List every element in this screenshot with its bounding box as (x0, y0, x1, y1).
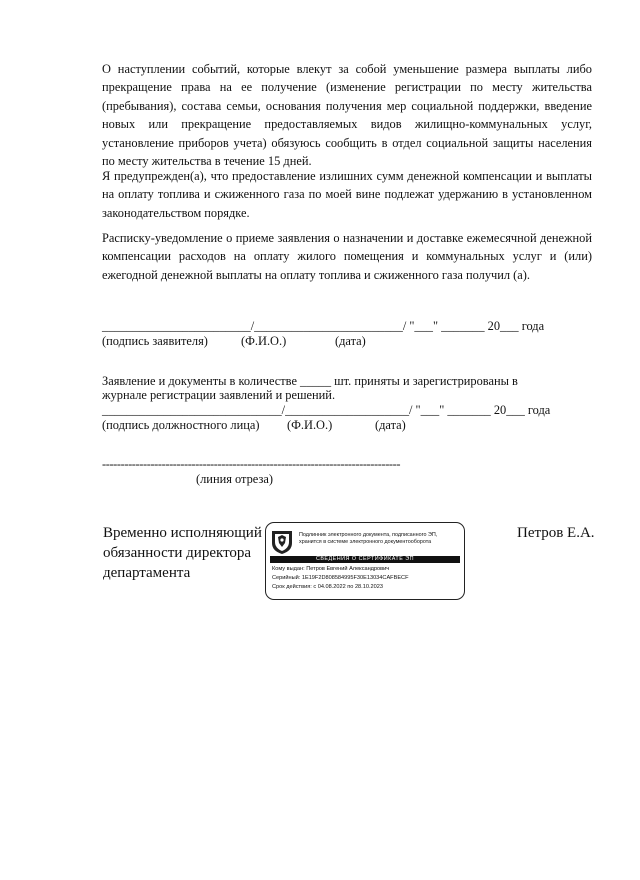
signatory-title-line-2: обязанности директора (103, 545, 252, 561)
stamp-header (299, 532, 459, 546)
paragraph-receipt: Расписку-уведомление о приеме заявления о назначении и доставке ежемесячной денежной компенсации расходов на оплату жилого помещения и коммунальных услуг и (или) ежегодной денежной выплаты на оплату топлива и сжиженного газа получил (а). (102, 231, 592, 282)
stamp-header-line-2: хранится в системе электронного документооборота (299, 539, 432, 545)
registration-line-2: журнале регистрации заявлений и решений. (102, 388, 336, 402)
cut-line-label: (линия отреза) (196, 472, 273, 486)
official-date-label: (дата) (375, 418, 406, 432)
cut-line: -------------------------------------------------------------------------------- (102, 457, 401, 471)
stamp-validity: Срок действия: с 04.08.2022 по 28.10.2023 (272, 584, 383, 590)
official-fio-label: (Ф.И.О.) (287, 418, 333, 432)
registration-line-1: Заявление и документы в количестве _____ шт. приняты и зарегистрированы в (102, 374, 518, 388)
applicant-fio-label: (Ф.И.О.) (241, 334, 287, 348)
stamp-owner: Кому выдан: Петров Евгений Александрович (272, 566, 390, 572)
applicant-date-label: (дата) (335, 334, 366, 348)
official-signature-line: _____________________________/____________________/ "___" _______ 20___ года (102, 403, 551, 417)
stamp-serial: Серийный: 1E19F2D808584995F30E13034CAFBECF (272, 575, 409, 581)
paragraph-warning: Я предупрежден(а), что предоставление излишних сумм денежной компенсации и выплаты на оплату топлива и сжиженного газа по моей вине подлежат удержанию в установленном законодательством порядке. (102, 169, 592, 220)
applicant-signature-line: ________________________/________________________/ "___" _______ 20___ года (102, 319, 545, 333)
signatory-title (103, 523, 262, 583)
coat-of-arms-icon (270, 529, 294, 555)
paragraph-obligation: О наступлении событий, которые влекут за собой уменьшение размера выплаты либо прекращение права на ее получение (изменение регистрации по месту жительства (пребывания), состава семьи, основания получения мер социальной поддержки, введение новых или прекращение предоставляемых видов жилищно-коммунальных услуг, установление приборов учета) обязуюсь сообщить в отдел социальной защиты населения по месту жительства в течение 15 дней. (102, 62, 592, 169)
applicant-signature-label: (подпись заявителя) (102, 334, 208, 348)
stamp-header-line-1: Подлинник электронного документа, подписанного ЭП, (299, 532, 438, 538)
official-signature-label: (подпись должностного лица) (102, 418, 260, 432)
stamp-certificate-bar: СВЕДЕНИЯ О СЕРТИФИКАТЕ ЭП (270, 556, 460, 563)
signatory-title-line-3: департамента (103, 565, 191, 581)
signatory-title-line-1: Временно исполняющий (103, 525, 262, 541)
signatory-name: Петров Е.А. (517, 525, 595, 541)
electronic-signature-stamp (265, 522, 465, 600)
